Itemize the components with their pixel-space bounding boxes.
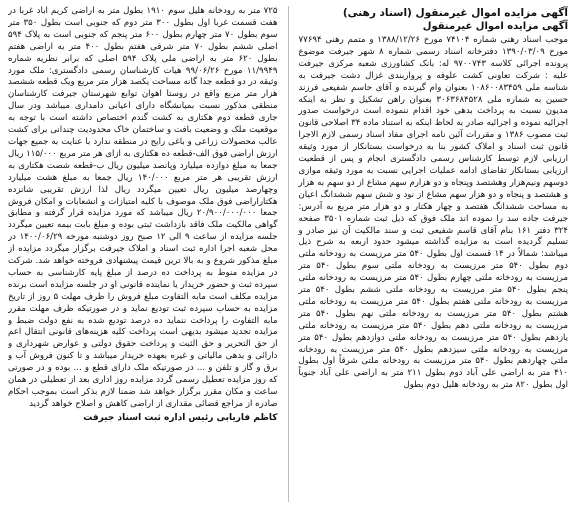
column-divider [288, 6, 289, 502]
notice-title: آگهی مزایده اموال غیرمنقول (اسناد رهنی) [342, 7, 568, 19]
notice-header [298, 6, 568, 33]
right-column-text: موجب اسناد رهنی شماره ۷۴۱۰۴ مورخ ۱۳۸۸/۱۲/۲۶ و متمم رهنی ۷۷۶۹۴ مورخ ۱۳۹۰/۰۳/۰۹ دفترخانه اسناد رسمی شماره ۸ شهر جیرفت موضوع پرونده اجرائی کلاسه ۹۷۰۰۷۴۳ له: بانک کشاورزی شعبه مرکزی جیرفت علیه : شرکت تعاونی کشت علوفه و پرواربندی غزال دشت جیرفت به شناسه ملی ۱۰۸۶۰۰۸۳۴۵۹ بعنوان وام گیرنده و آقای حاسم شفیعی فرزند حسین به شماره ملی ۳۰۶۳۶۸۴۵۲۸ بعنوان راهن تشکیل و نظر به اینکه مدیون نسبت به پرداخت بدهی خود اقدام ننموده است درخواست صدور اجرائیه نموده و اجرائیه صادر به لحاظ اینکه به استناد ماده ۳۴ اصلاحی قانون ثبت مصوب ۱۳۸۶ و مقررات آئین نامه اجرای مفاد اسناد رسمی لازم الاجرا قانون ثبت اسناد و املاک کشور بنا به درخواست بستانکار از مورد وثیقه ارزیابی لازم توسط کارشناس رسمی دادگستری انجام و پس از قطعیت ارزیابی بستانکار تقاضای ادامه عملیات اجرایی نسبت به مورد وثیقه موازی دوسهم ونیم‌هزار وهشتصد وپنجاه و دو هزارم سهم مشاع از دو سهم به هزار و هشتصد و پنجاه و دو هزار سهم مشاع از نود و شش سهم ششدانگ اعیان به مساحت ششدانگ هفتصد و چهار هکتار و دو هزار متر مربع به آدرس: جیرفت جاده سد را نموده اند ملک فوق که ذیل ثبت شماره ۳۵۰۱ صفحه ۳۲۴ دفتر ۱۶۱ بنام آقای قاسم شفیعی ثبت و سند مالکیت آن نیز صادر و تسلیم گردیده است به مزایده گذاشته میشود حدود اربعه به شرح ذیل میباشد: شمالاً در ۱۴ قسمت اول بطول ۵۴۰ متر مرزیست به رودخانه ملتی دوم بطول ۵۴۰ متر مرزیست به رودخانه ملتی سوم بطول ۵۴۰ متر مرزیست به رودخانه ملتی چهارم بطول ۵۴۰ متر مرزیست به رودخانه ملتی پنجم بطول ۵۴۰ متر مرزیست به رودخانه ملتی ششم بطول ۵۴۰ متر مرزیست به رودخانه ملتی هفتم بطول ۵۴۰ متر مرزیست به رودخانه ملتی هشتم بطول ۵۴۰ متر مرزیست به رودخانه ملتی نهم بطول ۵۴۰ متر مرزیست به رودخانه ملتی دهم بطول ۵۴۰ متر مرزیست به رودخانه ملتی یازدهم بطول ۵۴۰ متر مرزیست به رودخانه ملتی دوازدهم بطول ۵۴۰ متر مرزیست به رودخانه ملتی سیزدهم بطول ۵۴۰ متر مرزیست به رودخانه ملتی چهاردهم بطول ۵۴۰ متر مرزیست به رودخانه ملتی شرقاً اول بطول ۴۱۰ متر به اراضی علی آباد دوم بطول ۲۱۱ متر به اراضی علی آباد جنوباً اول بطول ۸۲۰ متر به رودخانه هلیل دوم بطول [298, 35, 568, 391]
signature: کاظم فاریابی رئیس اداره ثبت اسناد جیرفت [83, 412, 278, 423]
notice-subtitle: آگهی مزایده اموال غیرمنقول [422, 21, 568, 32]
left-column-text: ۷۲۵ متر به رودخانه هلیل سوم ۱۹۱۰ بطول متر به اراضی کریم آباد غربا در هفت قسمت غربا اول بطول ۳۰۰ متر دوم که جنوبی است بطول ۳۵۰ متر سوم بطول ۷۰ متر چهارم بطول ۶۰۰ متر پنجم که جنوبی است به پلاک ۵۹۴ اصلی ششم بطول ۷۰ متر شرقی هفتم بطول ۴۰۰ متر به اراضی هفتم بطول ۶۲۰ متر به اراضی ملی پلاک ۵۹۴ اصلی که برابر نظریه شماره ۱۱/۹۹۴۹ مورخ ۹۹/۰۶/۲۶ هیات کارشناسان رسمی دادگستری: ملک مورد وثیقه در دو قطعه جدا گانه مساحت یکصد هزار متر مربع ویک قطعه ششصد هزار متر مربع واقع در روستا اهوان توابع شهرستان جیرفت کارشناسان منطقی مذکور نسبت بمیانشگاه دارای اعیانی دامداری میباشد ودر سال جاری قطعه دوم هکتاری به کشت گندم اختصاص داشته است با توجه به موقعیت ملک و وضعیت بافت و ساختمان خاک محدودیت چندانی برای کشت عالب محصولات زراعی و باغی رایج در منطقه ندارد با عنایت به جمیع جهات ارزش اراضی فوق الف-قطعه ده هکتاری به ازای هر متر مربع ۱۱۵/۰۰۰ ریال جمعا به مبلغ دوازده میلیارد وپانصد میلیون ریال ب-قطعه شصت هکتاری به ارزش تقریبی هر متر مربع ۱۴۰/۰۰۰ ریال جمعا به مبلغ هشت میلیارد وچهارصد میلیون ریال تعیین میگردد ریال لذا ارزش تقریبی شانزده هکتاراراضی فوق ملک موصوف با کلیه امتیازات و انشعابات و امکان فروش جمعا ۲۰/۹۰۰/۰۰۰/۰۰۰ ریال میباشد که مورد مزایده قرار گرفته و مطابق گواهی مالکیت ملک فاقد بازداشت ثبتی بوده و مبلغ بابت بیمه تعیین میگردد جلسه مزایده از ساعت ۹ الی ۱۲ صبح روز دوشنبه مورخه ۱۴۰۰/۰۶/۲۹ در محل شعبه اجرا اداره ثبت اسناد و املاک جیرفت برگزار میگردد مزایده از مبلغ مذکور شروع و به بالا ترین قیمت پیشنهادی فروخته خواهد شد. شرکت در مزایده منوط به پرداخت ده درصد از مبلغ پایه کارشناسی به حساب سپرده ثبت و حضور خریدار یا نماینده قانونی او در جلسه مزایده است برنده مزایده مکلف است مابه التفاوت مبلغ فروش را ظرف مهلت ۵ روز از تاریخ مزایده به حساب سپرده ثبت تودیع نماید و در صورتیکه ظرف مهلت مقرر مابه التفاوت را پرداخت ننماید ده درصد تودیع شده به نفع دولت ضبط و مزایده تجدید میشود بدیهی است پرداخت کلیه هزینه‌های قانونی انتقال اعم از حق التحریر و حق الثبت و پرداخت حقوق دولتی و عوارض شهرداری و دارائی و بدهی مالیاتی و غیره بعهده خریدار میباشد و تا کنون فروش آب و برق و گاز و تلفن و ... در صورتیکه ملک دارای قطع و ... بوده و در صورتی که روز مزایده تعطیل رسمی گردد مزایده روز اداری بعد از تعطیلی در همان ساعت و مکان مقرر برگزار خواهد شد ضمنا لازم بذکر است بموجب احکام صادره از مراجع قضائی مقداری از اراضی کاهش و اصلاح خواهد گردید [7, 6, 278, 409]
right-column [298, 6, 568, 502]
notice-columns [8, 6, 568, 502]
left-column [8, 6, 278, 502]
